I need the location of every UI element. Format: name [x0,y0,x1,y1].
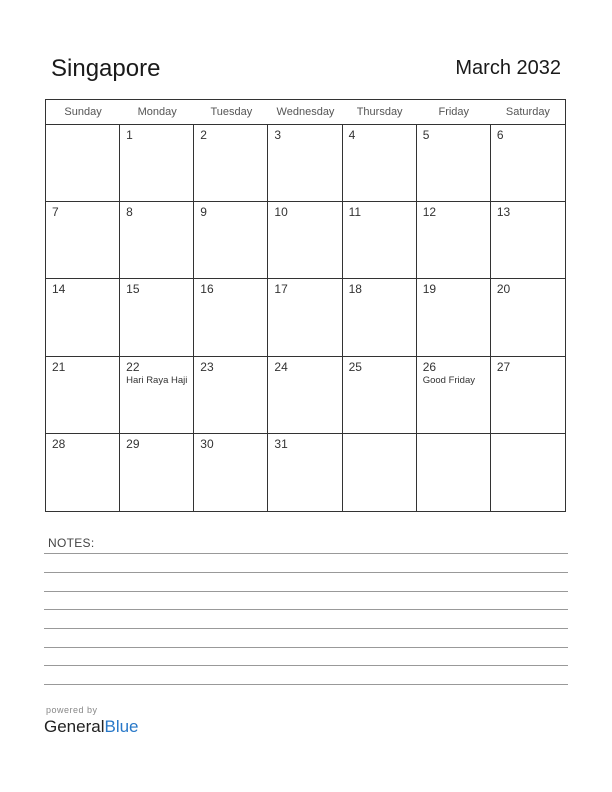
day-number: 2 [200,128,207,142]
weekday-monday: Monday [137,106,177,118]
day-cell [46,202,120,279]
brand-general: General [44,717,105,736]
day-number: 20 [496,282,511,297]
day-cell [46,279,120,356]
weekday-thursday: Thursday [356,106,403,118]
day-number: 3 [274,128,282,142]
day-number: 19 [422,282,437,297]
weekday-header [46,100,565,125]
day-cell [343,279,417,356]
day-number: 1 [126,128,133,142]
day-cell [268,125,342,202]
day-number: 26 [422,359,437,374]
day-cell [491,279,565,356]
day-cell [417,357,491,434]
day-number: 11 [348,205,362,220]
notes-line [44,553,568,554]
month-title: March 2032 [455,57,561,79]
day-cell [343,357,417,434]
day-cell [268,434,342,511]
day-number: 27 [496,359,511,374]
day-cell [268,202,342,279]
powered-by-text: powered by [46,705,98,715]
weekday-saturday: Saturday [505,106,550,118]
day-cell [194,357,268,434]
day-number: 6 [496,128,504,142]
day-cell [120,125,194,202]
day-cell [120,202,194,279]
day-cell [417,125,491,202]
weekday-tuesday: Tuesday [210,106,253,118]
day-cell [120,279,194,356]
day-number: 18 [348,282,362,297]
weekday-sunday: Sunday [64,106,102,118]
day-number: 15 [126,282,140,297]
day-cell [343,125,417,202]
day-number: 28 [52,436,66,451]
brand-logo[interactable] [44,717,139,737]
notes-line [44,628,568,629]
day-number: 12 [422,205,437,220]
notes-label: NOTES: [48,536,95,550]
calendar-grid [45,99,566,512]
day-number: 17 [274,282,288,297]
day-cell [343,202,417,279]
country-title: Singapore [51,55,161,82]
day-number: 30 [200,436,214,451]
day-cell [46,434,120,511]
day-cell [194,125,268,202]
day-cell [120,434,194,511]
weeks-body [46,125,565,511]
day-cell [120,357,194,434]
day-cell [491,125,565,202]
notes-line [44,647,568,648]
day-number: 24 [274,359,288,374]
day-number: 25 [348,359,362,374]
day-cell [343,434,417,511]
day-number: 4 [348,128,356,142]
day-number: 29 [126,436,140,451]
day-number: 7 [52,205,59,220]
day-cell [491,202,565,279]
day-number: 21 [52,359,66,374]
day-number: 8 [126,205,133,220]
day-number: 22 [126,359,140,374]
day-number: 31 [274,436,288,451]
day-number: 5 [422,128,430,142]
brand-blue: Blue [104,717,139,736]
day-number: 10 [274,205,288,220]
day-cell [194,202,268,279]
day-number: 14 [52,282,66,297]
day-cell [194,279,268,356]
day-cell [491,357,565,434]
day-number: 16 [200,282,214,297]
day-cell [417,434,491,511]
notes-line [44,665,568,666]
holiday-label: Good Friday [422,374,475,386]
weekday-wednesday: Wednesday [276,106,335,118]
day-cell [268,279,342,356]
notes-line [44,572,568,573]
weekday-friday: Friday [438,106,470,118]
day-cell [417,202,491,279]
day-cell [268,357,342,434]
notes-line [44,609,568,610]
day-number: 9 [200,205,207,220]
day-cell [417,279,491,356]
notes-line [44,591,568,592]
day-cell [194,434,268,511]
holiday-label: Hari Raya Haji [126,374,188,386]
day-number: 13 [496,205,511,220]
day-number: 23 [200,359,214,374]
day-cell [46,357,120,434]
day-cell [46,125,120,202]
notes-line [44,684,568,685]
day-cell [491,434,565,511]
